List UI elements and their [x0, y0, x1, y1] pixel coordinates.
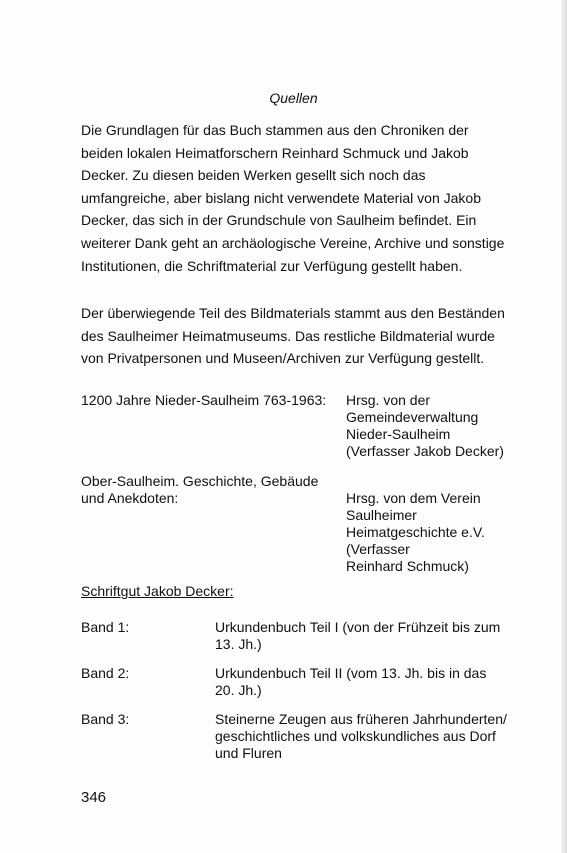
text-line: von Privatpersonen und Museen/Archiven zur Verfügung gestellt.: [81, 350, 485, 367]
text-line: Saulheimer: [346, 507, 417, 523]
text-line: Der überwiegende Teil des Bildmaterials stammt aus den Beständen: [81, 305, 505, 321]
text-line: 1200 Jahre Nieder-Saulheim 763-1963:: [81, 392, 327, 408]
band-label: Band 3:: [81, 711, 130, 727]
band-description: [215, 711, 515, 762]
text-line: (Verfasser Jakob Decker): [346, 443, 504, 459]
text-line: Steinerne Zeugen aus früheren Jahrhunderten/: [215, 711, 507, 727]
text-line: beiden lokalen Heimatforschern Reinhard Schmuck und Jakob: [81, 144, 469, 161]
text-line: Heimatgeschichte e.V.: [346, 524, 485, 540]
source-title: [81, 473, 318, 507]
paragraph-sources-intro: [81, 119, 521, 277]
text-line: Gemeindeverwaltung: [346, 409, 479, 425]
text-line: 13. Jh.): [215, 636, 262, 652]
band-description: [215, 619, 515, 653]
text-line: Nieder-Saulheim: [346, 426, 451, 442]
source-publisher: [346, 490, 485, 575]
text-line: Hrsg. von der: [346, 392, 431, 408]
text-line: Ober-Saulheim. Geschichte, Gebäude: [81, 473, 319, 489]
text-line: und Anekdoten:: [81, 490, 179, 506]
text-line: geschichtliches und volkskundliches aus Dorf: [215, 728, 496, 744]
text-line: des Saulheimer Heimatmuseums. Das restliche Bildmaterial wurde: [81, 327, 495, 344]
text-line: umfangreiche, aber bislang nicht verwendete Material von Jakob: [81, 189, 482, 206]
text-line: Urkundenbuch Teil II (vom 13. Jh. bis in das: [215, 665, 487, 681]
text-line: Decker. Zu diesen beiden Werken gesellt sich noch das: [81, 167, 426, 184]
text-line: Hrsg. von dem Verein: [346, 490, 481, 506]
page-number: 346: [81, 789, 107, 806]
page-edge-shadow: [561, 0, 567, 853]
text-line: Reinhard Schmuck): [346, 558, 469, 574]
schriftgut-heading: Schriftgut Jakob Decker:: [81, 583, 234, 599]
text-line: Institutionen, die Schriftmaterial zur Verfügung gestellt haben.: [81, 257, 463, 274]
source-publisher: [346, 392, 504, 460]
band-label: Band 2:: [81, 665, 130, 681]
text-line: Die Grundlagen für das Buch stammen aus den Chroniken der: [81, 122, 469, 138]
text-line: weiterer Dank geht an archäologische Vereine, Archive und sonstige: [81, 234, 505, 251]
text-line: 20. Jh.): [215, 682, 262, 698]
text-line: Decker, das sich in der Grundschule von Saulheim befindet. Ein: [81, 212, 477, 229]
source-title: [81, 392, 326, 409]
band-label: Band 1:: [81, 619, 130, 635]
text-line: Urkundenbuch Teil I (von der Frühzeit bis zum: [215, 619, 501, 635]
section-heading: Quellen: [269, 90, 318, 106]
text-line: und Fluren: [215, 745, 282, 761]
text-line: (Verfasser: [346, 541, 410, 557]
paragraph-image-sources: [81, 302, 521, 370]
band-description: [215, 665, 515, 699]
